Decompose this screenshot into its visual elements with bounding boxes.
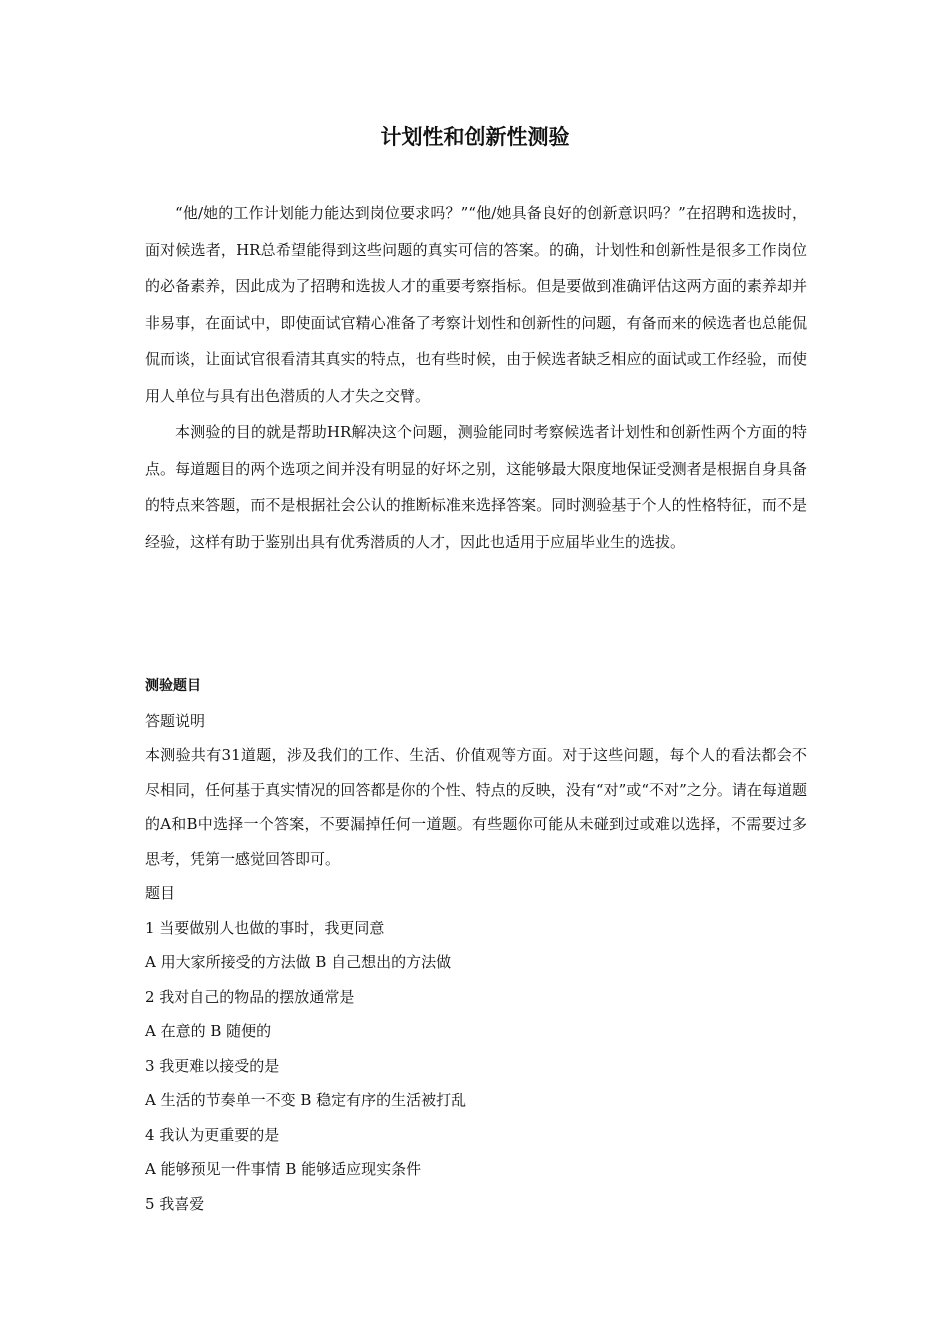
question-1-options: A 用大家所接受的方法做 B 自己想出的方法做 bbox=[145, 953, 452, 971]
intro-paragraph-2: 本测验的目的就是帮助HR解决这个问题，测验能同时考察候选者计划性和创新性两个方面的特点。每道题目的两个选项之间并没有明显的好坏之别，这能够最大限度地保证受测者是根据自身具备的特点来答题，而不是根据社会公认的推断标准来选择答案。同时测验基于个人的性格特征，而不是经验，这样有助于鉴别出具有优秀潜质的人才，因此也适用于应届毕业生的选拔。 bbox=[145, 423, 807, 551]
intro-paragraph-1: “他/她的工作计划能力能达到岗位要求吗？”“他/她具备良好的创新意识吗？”在招聘和选拔时，面对候选者，HR总希望能得到这些问题的真实可信的答案。的确，计划性和创新性是很多工作岗位的必备素养，因此成为了招聘和选拔人才的重要考察指标。但是要做到准确评估这两方面的素养却并非易事，在面试中，即使面试官精心准备了考察计划性和创新性的问题，有备而来的候选者也总能侃侃而谈，让面试官很看清其真实的特点，也有些时候，由于候选者缺乏相应的面试或工作经验，而使用人单位与具有出色潜质的人才失之交臂。 bbox=[145, 204, 807, 405]
question-2: 2 我对自己的物品的摆放通常是 bbox=[145, 987, 355, 1006]
question-3: 3 我更难以接受的是 bbox=[145, 1056, 280, 1075]
section-heading: 测验题目 bbox=[145, 678, 201, 694]
page-title: 计划性和创新性测验 bbox=[380, 125, 570, 149]
question-1: 1 当要做别人也做的事时，我更同意 bbox=[145, 918, 385, 937]
test-section bbox=[145, 669, 807, 1221]
question-2-options: A 在意的 B 随便的 bbox=[145, 1022, 272, 1040]
question-4-options: A 能够预见一件事情 B 能够适应现实条件 bbox=[145, 1160, 422, 1178]
question-5: 5 我喜爱 bbox=[145, 1194, 205, 1213]
question-3-options: A 生活的节奏单一不变 B 稳定有序的生活被打乱 bbox=[145, 1091, 467, 1109]
instructions-text: 本测验共有31道题，涉及我们的工作、生活、价值观等方面。对于这些问题，每个人的看法都会不尽相同，任何基于真实情况的回答都是你的个性、特点的反映，没有“对”或“不对”之分。请在每道题的A和B中选择一个答案，不要漏掉任何一道题。有些题你可能从未碰到过或难以选择，不需要过多思考，凭第一感觉回答即可。 bbox=[145, 746, 807, 868]
questions-label: 题目 bbox=[145, 884, 176, 902]
instructions-label: 答题说明 bbox=[145, 711, 206, 730]
intro-section bbox=[145, 195, 807, 560]
question-4: 4 我认为更重要的是 bbox=[145, 1125, 280, 1144]
